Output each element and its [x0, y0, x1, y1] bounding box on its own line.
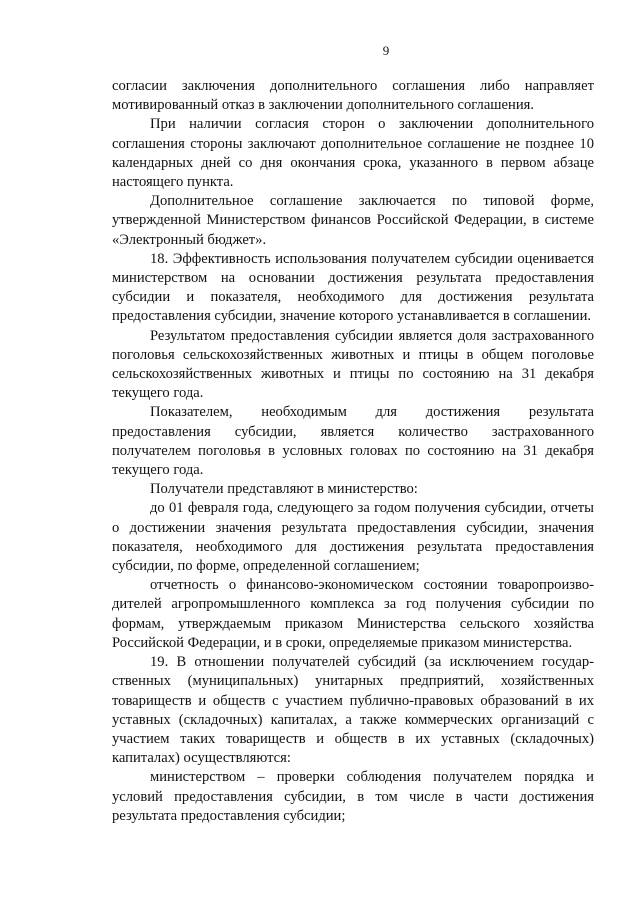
paragraph: Дополнительное соглашение заключается по типовой форме, утвержденной Министерством финансов Российской Федерации, в системе «Электронный бюджет». [112, 193, 594, 248]
paragraph: отчетность о финансово-экономическом состоянии товаропроизво-дителей агропромышленного комплекса за год получения субсидии по формам, утверждаемым приказом Министерства сельского хозяйства Российской Федерации, и в сроки, определяемые приказом министерства. [112, 577, 594, 651]
paragraph: 19. В отношении получателей субсидий (за исключением государ-ственных (муниципальных) унитарных предприятий, хозяйственных товариществ и обществ с участием публично-правовых образований в их уставных (складочных) капиталах, а также коммерческих организаций с участием таких товариществ и обществ в их уставных (складочных) капиталах) осуществляются: [112, 654, 594, 767]
paragraph: министерством – проверки соблюдения получателем порядка и условий предоставления субсидии, в том числе в части достижения результата предоставления субсидии; [112, 769, 594, 824]
paragraph: Показателем, необходимым для достижения результата предоставления субсидии, является количество застрахованного получателем поголовья в условных головах по состоянию на 31 декабря текущего года. [112, 404, 594, 479]
paragraph: до 01 февраля года, следующего за годом получения субсидии, отчеты о достижении значения результата предоставления субсидии, значения показателя, необходимого для достижения результата предоставления субсидии, по форме, определенной соглашением; [112, 500, 594, 575]
page-number: 9 [382, 43, 390, 58]
paragraph: согласии заключения дополнительного соглашения либо направляет мотивированный отказ в заключении дополнительного соглашения. [112, 78, 594, 114]
paragraph: Получатели представляют в министерство: [150, 481, 418, 498]
paragraph: Результатом предоставления субсидии является доля застрахованного поголовья сельскохозяйственных животных и птицы в общем поголовье сельскохозяйственных животных и птицы по состоянию на 31 декабря текущего года. [112, 327, 594, 402]
document-body [112, 77, 594, 826]
paragraph: 18. Эффективность использования получателем субсидии оценивается министерством на основании достижения результата предоставления субсидии и показателя, необходимого для достижения результата предоставления субсидии, значение которого устанавливается в соглашении. [112, 250, 594, 325]
paragraph: При наличии согласия сторон о заключении дополнительного соглашения стороны заключают дополнительное соглашение не позднее 10 календарных дней со дня окончания срока, указанного в первом абзаце настоящего пункта. [112, 116, 594, 191]
